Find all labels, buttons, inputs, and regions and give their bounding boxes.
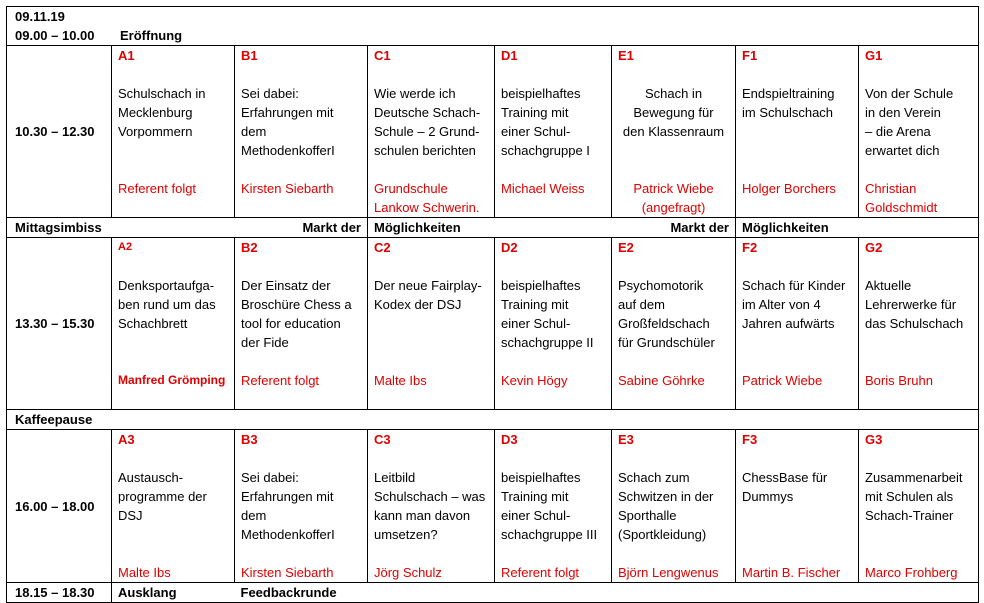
workshop-title-line: den Klassenraum: [622, 124, 725, 139]
workshop-title-line: Großfeldschach: [618, 316, 710, 331]
workshop-title-line: schachgruppe I: [501, 143, 590, 158]
workshop-title: [742, 276, 852, 333]
workshop-speaker: [241, 563, 361, 582]
workshop-title: [865, 84, 972, 160]
market-label-1: Markt der: [235, 218, 368, 238]
workshop-code: D3: [501, 432, 518, 447]
lunch-label: Mittagsimbiss: [7, 218, 112, 238]
workshop-speaker-line: Christian: [865, 181, 917, 196]
workshop-title-line: einer Schul-: [501, 316, 571, 331]
workshop-title-line: im Alter von 4: [742, 297, 821, 312]
workshop-title-line: der Fide: [241, 335, 289, 350]
workshop-speaker: [618, 179, 729, 217]
workshop-speaker: [374, 371, 488, 390]
workshop-cell-e1: [612, 46, 736, 218]
workshop-code: B2: [241, 240, 258, 255]
workshop-title-line: auf dem: [618, 297, 665, 312]
workshop-title-line: erwartet dich: [865, 143, 940, 158]
workshop-speaker-line: Grundschule: [374, 181, 448, 196]
workshop-title-line: Der Einsatz der: [241, 278, 331, 293]
market-label-1b: Möglichkeiten: [368, 218, 495, 238]
workshop-cell-d1: [495, 46, 612, 218]
workshop-title-line: Aktuelle: [865, 278, 912, 293]
workshop-title: [241, 276, 361, 352]
workshop-title: [618, 84, 729, 141]
workshop-title-line: schulen berichten: [374, 143, 476, 158]
workshop-speaker-line: Malte Ibs: [118, 565, 171, 580]
workshop-speaker-line: Boris Bruhn: [865, 373, 933, 388]
lunch-row: [7, 218, 979, 238]
workshop-title-line: dem: [241, 508, 267, 523]
workshop-speaker: [742, 371, 852, 390]
workshop-speaker-line: Patrick Wiebe: [633, 181, 714, 196]
workshop-title-line: Training mit: [501, 105, 569, 120]
closing-time: 18.15 – 18.30: [7, 583, 112, 603]
workshop-title-line: Endspieltraining: [742, 86, 835, 101]
workshop-speaker-line: Jörg Schulz: [374, 565, 442, 580]
market-label-2: Markt der: [612, 218, 736, 238]
workshop-cell-g2: [859, 238, 979, 410]
workshop-title-line: Schach in: [644, 86, 703, 101]
workshop-title-line: – die Arena: [865, 124, 931, 139]
closing-row: [7, 583, 979, 603]
workshop-title-line: Sei dabei:: [241, 86, 299, 101]
workshop-title-line: Training mit: [501, 489, 569, 504]
workshop-speaker: [742, 179, 852, 198]
workshop-title-line: Kodex der DSJ: [374, 297, 462, 312]
workshop-title: [742, 84, 852, 122]
workshop-title-line: (Sportkleidung): [618, 527, 707, 542]
header-row: [7, 7, 979, 46]
coffee-label: Kaffeepause: [7, 410, 979, 430]
workshop-title-line: Jahren aufwärts: [742, 316, 835, 331]
workshop-cell-d3: [495, 430, 612, 583]
workshop-title: [118, 84, 228, 141]
workshop-title: [742, 468, 852, 506]
workshop-speaker-line: Referent folgt: [241, 373, 320, 388]
workshop-title-line: Schulschach in: [118, 86, 206, 101]
workshop-code: G2: [865, 240, 883, 255]
workshop-title-line: Schachbrett: [118, 316, 188, 331]
workshop-cell-f2: [736, 238, 859, 410]
workshop-code: C1: [374, 48, 391, 63]
workshop-title-line: Austausch-: [118, 470, 184, 485]
workshop-speaker-line: Marco Frohberg: [865, 565, 958, 580]
workshop-speaker: [118, 371, 228, 390]
workshop-code: E2: [618, 240, 634, 255]
workshop-speaker: [865, 179, 972, 217]
workshop-title-line: Erfahrungen mit: [241, 105, 334, 120]
workshop-title-line: schachgruppe II: [501, 335, 594, 350]
workshop-cell-e3: [612, 430, 736, 583]
workshop-cell-c2: [368, 238, 495, 410]
workshop-title-line: DSJ: [118, 508, 143, 523]
workshop-title: [501, 276, 605, 352]
workshop-title-line: Schach für Kinder: [742, 278, 846, 293]
workshop-title: [865, 276, 972, 333]
workshop-title-line: Sporthalle: [618, 508, 677, 523]
workshop-title-line: Wie werde ich: [374, 86, 456, 101]
workshop-code: G1: [865, 48, 883, 63]
workshop-code: E3: [618, 432, 634, 447]
workshop-speaker: [618, 563, 729, 582]
opening-time: 09.00 – 10.00: [15, 28, 95, 43]
workshop-title-line: beispielhaftes: [501, 470, 581, 485]
workshop-speaker-line: Martin B. Fischer: [742, 565, 841, 580]
workshop-title: [618, 276, 729, 352]
feedback-label: Feedbackrunde: [235, 583, 979, 603]
workshop-title-line: schachgruppe III: [501, 527, 598, 542]
workshop-speaker-line: (angefragt): [641, 200, 706, 215]
workshop-title-line: mit Schulen als: [865, 489, 954, 504]
workshop-title: [374, 468, 488, 544]
workshop-title: [374, 276, 488, 314]
workshop-title-line: Schule – 2 Grund-: [374, 124, 480, 139]
workshop-code: B3: [241, 432, 258, 447]
workshop-speaker-line: Manfred Grömping: [118, 373, 226, 387]
workshop-speaker: [742, 563, 852, 582]
workshop-speaker-line: Kevin Högy: [501, 373, 568, 388]
workshop-title-line: Schach zum: [618, 470, 690, 485]
workshop-cell-f3: [736, 430, 859, 583]
workshop-speaker: [374, 563, 488, 582]
workshop-cell-c3: [368, 430, 495, 583]
workshop-title-line: Vorpommern: [118, 124, 193, 139]
workshop-title-line: Erfahrungen mit: [241, 489, 334, 504]
workshop-title: [118, 276, 228, 333]
workshop-speaker-line: Michael Weiss: [501, 181, 585, 196]
workshop-code: D2: [501, 240, 518, 255]
workshop-speaker-line: Kirsten Siebarth: [241, 181, 334, 196]
session-time: 13.30 – 15.30: [7, 238, 112, 410]
workshop-title: [241, 84, 361, 160]
workshop-title-line: Schulschach – was: [374, 489, 486, 504]
workshop-speaker-line: Kirsten Siebarth: [241, 565, 334, 580]
workshop-title-line: Psychomotorik: [618, 278, 704, 293]
date: 09.11.19: [15, 9, 65, 24]
workshop-title-line: für Grundschüler: [618, 335, 715, 350]
session-time: 16.00 – 18.00: [7, 430, 112, 583]
workshop-cell-b2: [235, 238, 368, 410]
workshop-speaker: [241, 371, 361, 390]
workshop-title: [501, 468, 605, 544]
session-row-1: [7, 46, 979, 218]
workshop-cell-c1: [368, 46, 495, 218]
workshop-title-line: kann man davon: [374, 508, 471, 523]
closing-label: Ausklang: [112, 583, 235, 603]
workshop-speaker: [374, 179, 488, 217]
workshop-title-line: Zusammenarbeit: [865, 470, 963, 485]
workshop-speaker: [501, 179, 605, 198]
workshop-title-line: Bewegung für: [633, 105, 714, 120]
workshop-cell-a1: [112, 46, 235, 218]
workshop-cell-b3: [235, 430, 368, 583]
workshop-title-line: Sei dabei:: [241, 470, 299, 485]
workshop-title-line: im Schulschach: [742, 105, 834, 120]
workshop-title-line: programme der: [118, 489, 207, 504]
workshop-speaker: [118, 179, 228, 198]
workshop-speaker-line: Björn Lengwenus: [618, 565, 719, 580]
workshop-title-line: MethodenkofferI: [241, 527, 335, 542]
workshop-speaker: [618, 371, 729, 390]
workshop-title-line: beispielhaftes: [501, 86, 581, 101]
workshop-title-line: Leitbild: [374, 470, 416, 485]
workshop-speaker-line: Sabine Göhrke: [618, 373, 705, 388]
workshop-cell-d2: [495, 238, 612, 410]
workshop-speaker-line: Referent folgt: [501, 565, 580, 580]
workshop-speaker: [241, 179, 361, 198]
workshop-title-line: einer Schul-: [501, 124, 571, 139]
market-label-2b: Möglichkeiten: [736, 218, 859, 238]
workshop-title-line: das Schulschach: [865, 316, 964, 331]
workshop-speaker-line: Patrick Wiebe: [742, 373, 823, 388]
workshop-title-line: Schwitzen in der: [618, 489, 714, 504]
workshop-code: E1: [618, 48, 634, 63]
workshop-code: B1: [241, 48, 258, 63]
workshop-code: C2: [374, 240, 391, 255]
opening-label: Eröffnung: [120, 28, 183, 43]
workshop-title-line: beispielhaftes: [501, 278, 581, 293]
workshop-title-line: Broschüre Chess a: [241, 297, 352, 312]
workshop-speaker-line: Malte Ibs: [374, 373, 427, 388]
workshop-title-line: ChessBase für: [742, 470, 828, 485]
workshop-code: A3: [118, 432, 135, 447]
workshop-title-line: ben rund um das: [118, 297, 216, 312]
workshop-speaker: [501, 371, 605, 390]
workshop-title-line: Mecklenburg: [118, 105, 193, 120]
workshop-speaker: [865, 371, 972, 390]
workshop-title: [118, 468, 228, 525]
workshop-speaker-line: Goldschmidt: [865, 200, 938, 215]
workshop-speaker-line: Holger Borchers: [742, 181, 836, 196]
workshop-title-line: umsetzen?: [374, 527, 438, 542]
workshop-title-line: Schach-Trainer: [865, 508, 954, 523]
workshop-speaker: [118, 563, 228, 582]
workshop-speaker: [501, 563, 605, 582]
workshop-title-line: Deutsche Schach-: [374, 105, 481, 120]
session-row-2: [7, 238, 979, 410]
workshop-title: [865, 468, 972, 525]
workshop-code: D1: [501, 48, 518, 63]
workshop-title-line: Training mit: [501, 297, 569, 312]
workshop-title-line: Von der Schule: [865, 86, 954, 101]
workshop-code: A1: [118, 48, 135, 63]
schedule-table: [6, 6, 979, 603]
workshop-title-line: einer Schul-: [501, 508, 571, 523]
workshop-title-line: dem: [241, 124, 267, 139]
coffee-row: [7, 410, 979, 430]
workshop-cell-e2: [612, 238, 736, 410]
workshop-title-line: in den Verein: [865, 105, 941, 120]
workshop-cell-g1: [859, 46, 979, 218]
workshop-code: F1: [742, 48, 758, 63]
workshop-code: A2: [118, 241, 133, 253]
workshop-code: F2: [742, 240, 758, 255]
workshop-title-line: Dummys: [742, 489, 794, 504]
workshop-cell-a2: [112, 238, 235, 410]
workshop-title-line: tool for education: [241, 316, 341, 331]
workshop-speaker-line: Lankow Schwerin.: [374, 200, 480, 215]
workshop-cell-b1: [235, 46, 368, 218]
workshop-code: C3: [374, 432, 391, 447]
workshop-title: [501, 84, 605, 160]
workshop-title-line: MethodenkofferI: [241, 143, 335, 158]
workshop-code: F3: [742, 432, 758, 447]
workshop-speaker-line: Referent folgt: [118, 181, 197, 196]
workshop-title: [618, 468, 729, 544]
workshop-title-line: Der neue Fairplay-: [374, 278, 482, 293]
workshop-cell-f1: [736, 46, 859, 218]
workshop-title-line: Lehrerwerke für: [865, 297, 957, 312]
workshop-cell-g3: [859, 430, 979, 583]
workshop-code: G3: [865, 432, 883, 447]
workshop-title: [241, 468, 361, 544]
workshop-title: [374, 84, 488, 160]
workshop-title-line: Denksportaufga-: [118, 278, 215, 293]
session-row-3: [7, 430, 979, 583]
workshop-cell-a3: [112, 430, 235, 583]
session-time: 10.30 – 12.30: [7, 46, 112, 218]
workshop-speaker: [865, 563, 972, 582]
